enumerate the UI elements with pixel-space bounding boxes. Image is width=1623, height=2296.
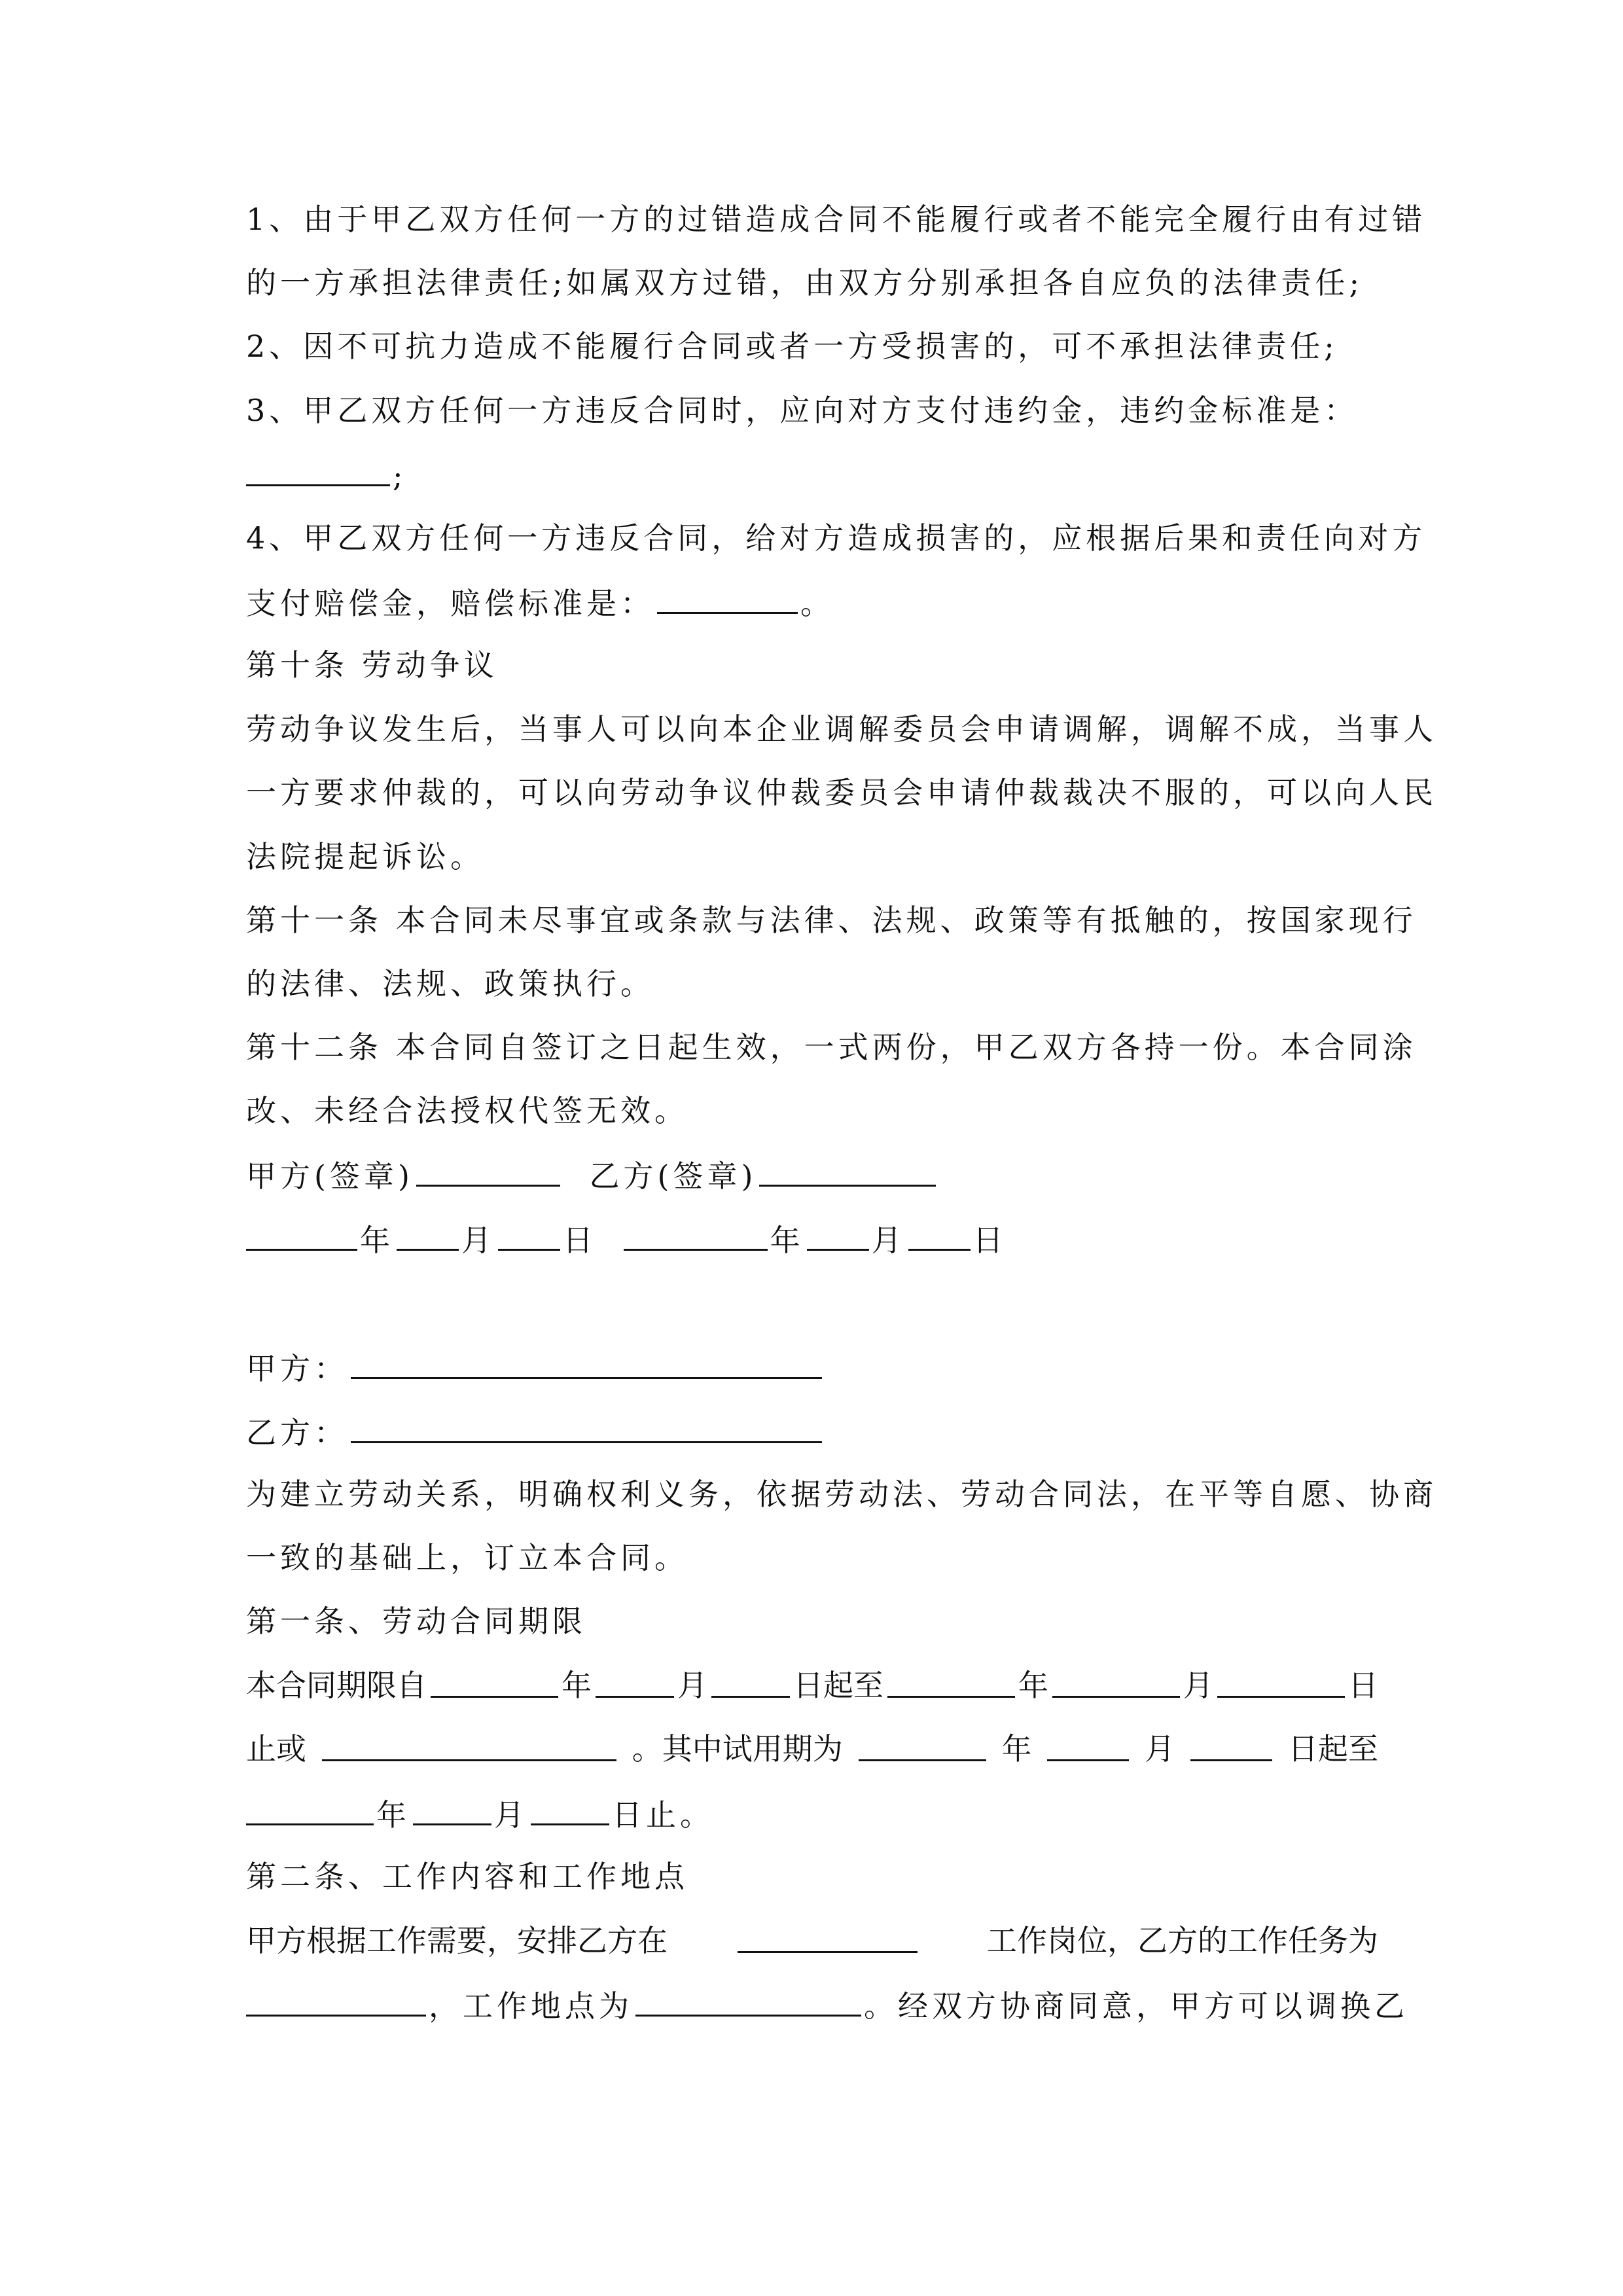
- party-b-seal-label: 乙方(签章): [589, 1158, 757, 1194]
- until-label: 日起至: [1288, 1731, 1378, 1767]
- day-unit: 日: [563, 1223, 597, 1258]
- clause-1-line-1: 1、由于甲乙双方任何一方的过错造成合同不能履行或者不能完全履行由有过错: [246, 202, 1427, 237]
- until-label: 日起至: [793, 1668, 883, 1703]
- article-2-line-2: [246, 1984, 1408, 2026]
- signature-line: [246, 1155, 1378, 1196]
- party-a-seal-blank[interactable]: [416, 1155, 560, 1187]
- article-10-line-1: 劳动争议发生后，当事人可以向本企业调解委员会申请调解，调解不成，当事人: [246, 711, 1437, 747]
- article-2-title: 第二条、工作内容和工作地点: [246, 1859, 688, 1894]
- workplace-label: ，工作地点为: [429, 1988, 633, 2024]
- day-unit: 日: [972, 1223, 1007, 1258]
- party-b-year-blank[interactable]: [624, 1219, 768, 1251]
- compensation-label: 支付赔偿金，赔偿标准是：: [246, 586, 654, 621]
- clause-4-line-1: 4、甲乙双方任何一方违反合同，给对方造成损害的，应根据后果和责任向对方: [246, 520, 1427, 556]
- article-10-line-3: 法院提起诉讼。: [246, 839, 484, 874]
- end-label: 日止。: [612, 1797, 714, 1833]
- term-end-day-blank[interactable]: [1217, 1666, 1345, 1698]
- signature-date-line: [246, 1219, 1378, 1260]
- penalty-standard-blank[interactable]: [246, 454, 390, 486]
- party-a-seal-label: 甲方(签章): [246, 1158, 414, 1194]
- month-unit: 月: [677, 1668, 707, 1703]
- day-unit: 日: [1348, 1668, 1378, 1703]
- term-end-year-blank[interactable]: [887, 1666, 1015, 1698]
- transfer-text: 。经双方协商同意，甲方可以调换乙: [864, 1988, 1408, 2024]
- job-task-blank[interactable]: [246, 1984, 426, 2017]
- preamble-line-1: 为建立劳动关系，明确权利义务，依据劳动法、劳动合同法，在平等自愿、协商: [246, 1477, 1437, 1512]
- term-start-day-blank[interactable]: [711, 1666, 790, 1698]
- term-from-label: 本合同期限自: [246, 1668, 427, 1703]
- article-10-title: 第十条 劳动争议: [246, 647, 498, 683]
- party-b-line: [246, 1411, 1378, 1452]
- party-b-label: 乙方：: [246, 1415, 348, 1450]
- month-unit: 月: [1145, 1731, 1175, 1767]
- clause-3-line-1: 3、甲乙双方任何一方违反合同时，应向对方支付违约金，违约金标准是：: [246, 393, 1359, 428]
- probation-start-year-blank[interactable]: [859, 1729, 986, 1761]
- clause-4-line-2: [246, 582, 1378, 623]
- month-unit: 月: [461, 1223, 495, 1258]
- probation-end-year-blank[interactable]: [246, 1793, 374, 1825]
- clause-2: 2、因不可抗力造成不能履行合同或者一方受损害的，可不承担法律责任;: [246, 329, 1338, 364]
- article-1-title: 第一条、劳动合同期限: [246, 1604, 586, 1639]
- party-b-month-blank[interactable]: [807, 1219, 869, 1251]
- party-a-day-blank[interactable]: [498, 1219, 560, 1251]
- article-1-line-3: [246, 1793, 1378, 1835]
- article-12-line-1: 第十二条 本合同自签订之日起生效，一式两份，甲乙双方各持一份。本合同涂: [246, 1030, 1417, 1065]
- year-unit: 年: [376, 1797, 410, 1833]
- year-unit: 年: [360, 1223, 394, 1258]
- preamble-line-2: 一致的基础上，订立本合同。: [246, 1540, 688, 1575]
- period: 。: [800, 586, 834, 621]
- job-position-blank[interactable]: [738, 1921, 918, 1953]
- term-end-month-blank[interactable]: [1052, 1666, 1180, 1698]
- article-10-line-2: 一方要求仲裁的，可以向劳动争议仲裁委员会申请仲裁裁决不服的，可以向人民: [246, 775, 1437, 810]
- term-start-year-blank[interactable]: [431, 1666, 558, 1698]
- job-task-label: 工作岗位，乙方的工作任务为: [987, 1923, 1378, 1958]
- compensation-standard-blank[interactable]: [657, 582, 798, 614]
- probation-end-month-blank[interactable]: [413, 1793, 491, 1825]
- semicolon: ;: [393, 458, 407, 493]
- party-a-year-blank[interactable]: [246, 1219, 357, 1251]
- article-12-line-2: 改、未经合法授权代签无效。: [246, 1093, 688, 1128]
- party-b-name-blank[interactable]: [351, 1411, 822, 1443]
- month-unit: 月: [494, 1797, 528, 1833]
- term-start-month-blank[interactable]: [596, 1666, 674, 1698]
- clause-1-line-2: 的一方承担法律责任;如属双方过错，由双方分别承担各自应负的法律责任;: [246, 265, 1363, 300]
- month-unit: 月: [1183, 1668, 1213, 1703]
- year-unit: 年: [562, 1668, 592, 1703]
- year-unit: 年: [1018, 1668, 1048, 1703]
- party-a-name-blank[interactable]: [351, 1347, 822, 1379]
- arrange-label: 甲方根据工作需要，安排乙方在: [246, 1923, 668, 1958]
- article-1-line-2: [246, 1729, 1378, 1768]
- party-a-month-blank[interactable]: [397, 1219, 459, 1251]
- party-a-line: [246, 1347, 1378, 1388]
- or-label: 止或: [246, 1731, 306, 1767]
- term-alt-blank[interactable]: [322, 1729, 616, 1761]
- party-b-day-blank[interactable]: [908, 1219, 971, 1251]
- year-unit: 年: [1001, 1731, 1032, 1767]
- article-1-line-1: [246, 1666, 1378, 1705]
- probation-end-day-blank[interactable]: [531, 1793, 609, 1825]
- article-2-line-1: [246, 1921, 1378, 1960]
- month-unit: 月: [871, 1223, 906, 1258]
- party-a-label: 甲方：: [246, 1351, 348, 1386]
- clause-3-line-2: [246, 454, 1378, 495]
- probation-label: 。其中试用期为: [632, 1731, 843, 1767]
- article-11-line-1: 第十一条 本合同未尽事宜或条款与法律、法规、政策等有抵触的，按国家现行: [246, 903, 1417, 938]
- year-unit: 年: [770, 1223, 804, 1258]
- probation-start-month-blank[interactable]: [1047, 1729, 1129, 1761]
- article-11-line-2: 的法律、法规、政策执行。: [246, 966, 654, 1001]
- party-b-seal-blank[interactable]: [759, 1155, 936, 1187]
- workplace-blank[interactable]: [635, 1984, 861, 2017]
- probation-start-day-blank[interactable]: [1190, 1729, 1272, 1761]
